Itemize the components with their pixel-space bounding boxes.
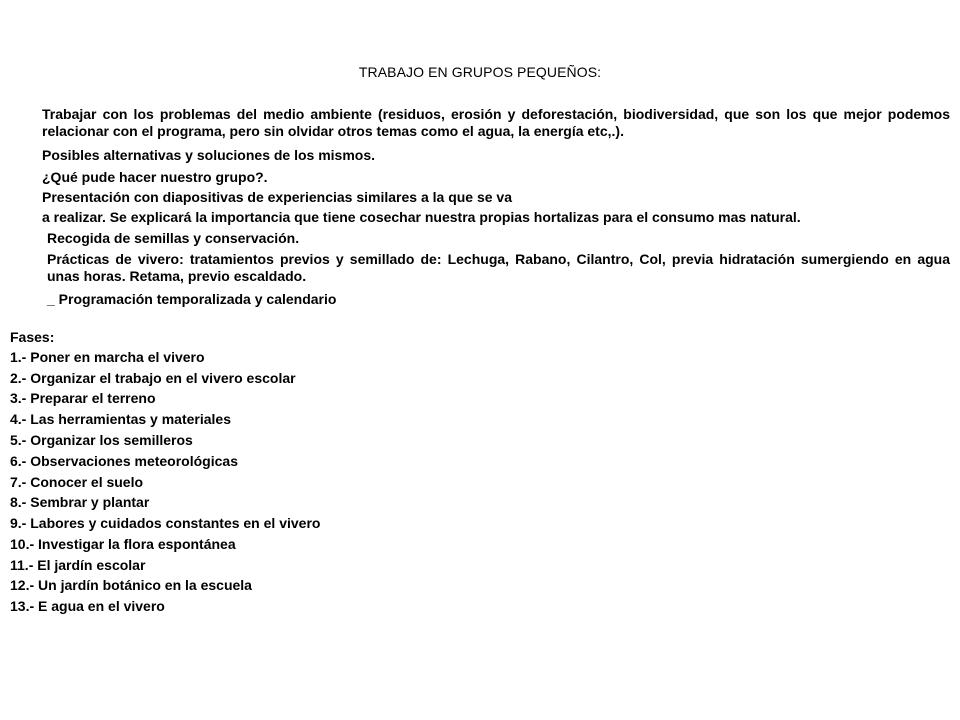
phase-item: 6.- Observaciones meteorológicas <box>10 453 238 469</box>
phase-item: 1.- Poner en marcha el vivero <box>10 349 205 365</box>
phase-item: 13.- E agua en el vivero <box>10 598 165 614</box>
document-title: TRABAJO EN GRUPOS PEQUEÑOS: <box>358 64 602 80</box>
phase-item: 3.- Preparar el terreno <box>10 390 156 406</box>
intro-paragraph-nursery: Prácticas de vivero: tratamientos previos y semillado de: Lechuga, Rabano, Cilantro, Col, previa hidratación sumergiendo en agua unas horas. Retama, previo escaldado. <box>47 251 950 284</box>
intro-paragraph-presentation: Presentación con diapositivas de experiencias similares a la que se va <box>42 189 513 205</box>
intro-paragraph-realizar: a realizar. Se explicará la importancia que tiene cosechar nuestra propias hortalizas para el consumo mas natural. <box>42 209 801 225</box>
intro-paragraph-alternatives: Posibles alternativas y soluciones de los mismos. <box>42 147 376 163</box>
phase-item: 7.- Conocer el suelo <box>10 474 144 490</box>
phases-heading: Fases: <box>10 329 55 345</box>
phase-item: 12.- Un jardín botánico en la escuela <box>10 577 252 593</box>
phase-item: 2.- Organizar el trabajo en el vivero escolar <box>10 370 296 386</box>
phase-item: 11.- El jardín escolar <box>10 557 146 573</box>
phase-item: 9.- Labores y cuidados constantes en el vivero <box>10 515 321 531</box>
phase-item: 10.- Investigar la flora espontánea <box>10 536 236 552</box>
phase-item: 5.- Organizar los semilleros <box>10 432 193 448</box>
intro-paragraph-question: ¿Qué pude hacer nuestro grupo?. <box>42 169 268 185</box>
intro-paragraph-problems: Trabajar con los problemas del medio ambiente (residuos, erosión y deforestación, biodiversidad, que son los que mejor podemos relacionar con el programa, pero sin olvidar otros temas como el agua, la energía etc,.). <box>42 106 950 139</box>
phase-item: 8.- Sembrar y plantar <box>10 494 150 510</box>
intro-paragraph-schedule: _ Programación temporalizada y calendario <box>47 291 337 307</box>
phase-item: 4.- Las herramientas y materiales <box>10 411 232 427</box>
intro-paragraph-seeds: Recogida de semillas y conservación. <box>47 230 300 246</box>
